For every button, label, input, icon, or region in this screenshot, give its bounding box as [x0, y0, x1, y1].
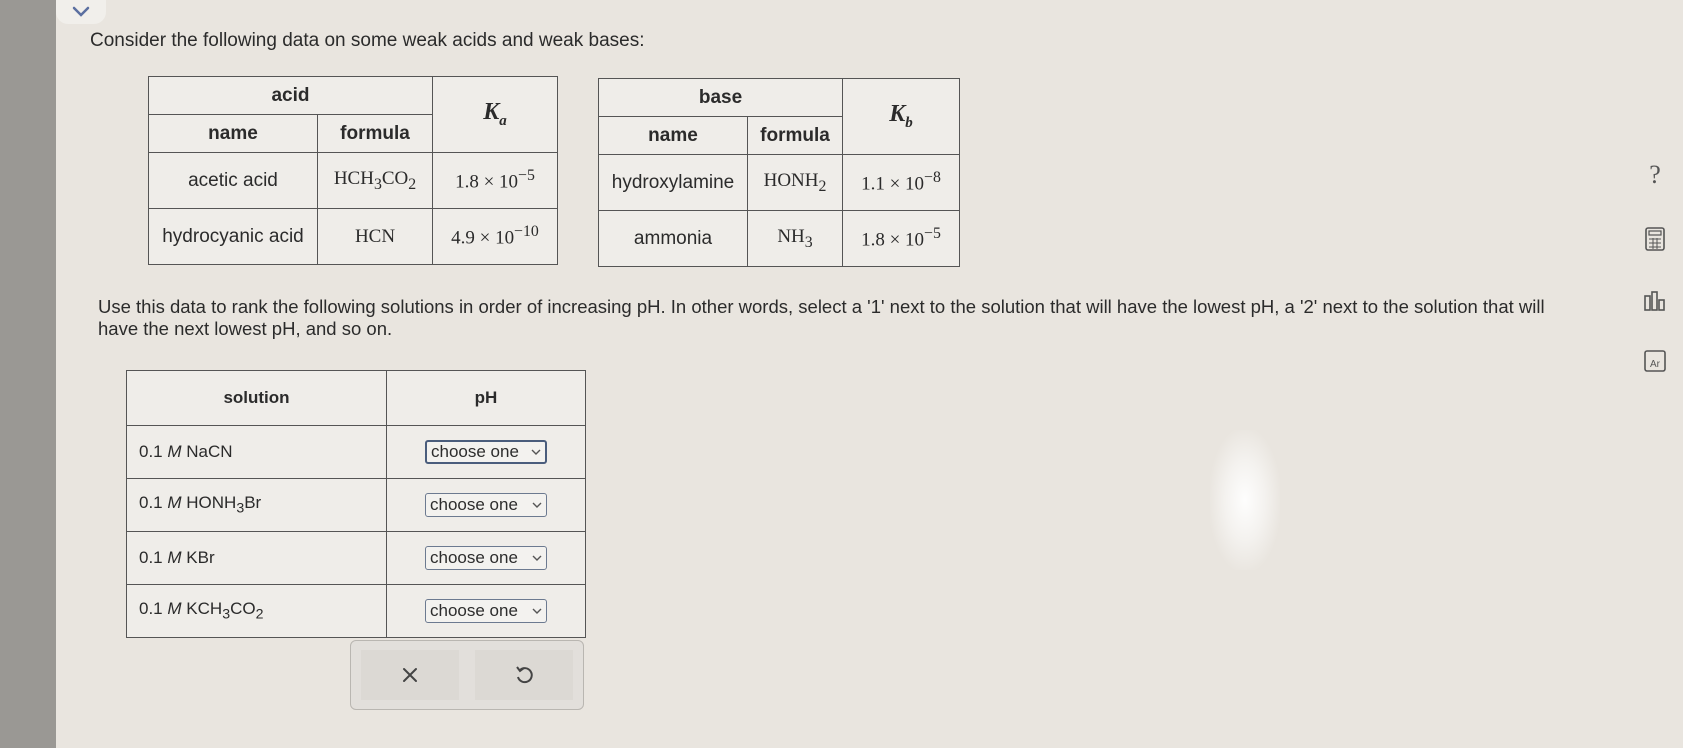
solution-header: solution [127, 371, 387, 426]
base-kb-cell: $1.8 \times 10^{-5}$ [843, 211, 960, 267]
kb-header: $K_b$ [843, 79, 960, 155]
ph-header: pH [387, 371, 586, 426]
base-formula-cell: $HONH_2$ [748, 155, 843, 211]
chevron-down-icon [531, 448, 541, 456]
screen-glare [1210, 430, 1280, 570]
solution-name: 0.1 M NaCN [127, 426, 387, 479]
clear-button[interactable] [361, 650, 459, 700]
bar-chart-icon [1642, 288, 1668, 314]
solution-name: 0.1 M $HONH_3Br$ [127, 479, 387, 532]
acid-name-cell: acetic acid [149, 153, 318, 209]
left-sidebar [0, 0, 56, 748]
base-group-header: base [599, 79, 843, 117]
acid-table [148, 76, 558, 265]
action-panel [350, 640, 584, 710]
base-name-cell: hydroxylamine [599, 155, 748, 211]
acid-name-header: name [149, 115, 318, 153]
base-name-cell: ammonia [599, 211, 748, 267]
acid-formula-cell: HCN [318, 209, 433, 265]
base-formula-header: formula [748, 117, 843, 155]
solution-name: 0.1 M $KCH_3CO_2$ [127, 585, 387, 638]
svg-text:Ar: Ar [1650, 359, 1660, 370]
base-kb-cell: $1.1 \times 10^{-8}$ [843, 155, 960, 211]
help-button[interactable]: ? [1649, 160, 1661, 189]
ph-rank-select[interactable]: choose one [425, 546, 547, 570]
ph-rank-select[interactable]: choose one [425, 493, 547, 517]
acid-group-header: acid [149, 77, 433, 115]
close-icon [399, 664, 421, 686]
chevron-down-icon [71, 5, 91, 19]
acid-ka-cell: $4.9 \times 10^{-10}$ [433, 209, 558, 265]
solution-name: 0.1 M KBr [127, 532, 387, 585]
undo-button[interactable] [475, 650, 573, 700]
base-table [598, 78, 960, 267]
base-formula-cell: $NH_3$ [748, 211, 843, 267]
instructions-text: Use this data to rank the following solutions in order of increasing pH. In other words, select a '1' next to the solution that will have the lowest pH, a '2' next to the solution that will have the next lowest pH, and so on. [98, 296, 1545, 339]
periodic-table-button[interactable] [1640, 346, 1670, 376]
question-prompt: Consider the following data on some weak acids and weak bases: [90, 30, 645, 51]
undo-icon [513, 664, 535, 686]
collapse-toggle[interactable] [56, 0, 106, 24]
base-name-header: name [599, 117, 748, 155]
ph-rank-select[interactable]: choose one [425, 599, 547, 623]
ka-header: $K_a$ [433, 77, 558, 153]
acid-ka-cell: $1.8 \times 10^{-5}$ [433, 153, 558, 209]
chevron-down-icon [532, 501, 542, 509]
calculator-icon [1642, 226, 1668, 252]
periodic-table-icon [1642, 348, 1668, 374]
chevron-down-icon [532, 554, 542, 562]
ph-rank-select[interactable]: choose one [425, 440, 547, 464]
acid-formula-cell: $HCH_3CO_2$ [318, 153, 433, 209]
calculator-button[interactable] [1640, 224, 1670, 254]
acid-formula-header: formula [318, 115, 433, 153]
acid-name-cell: hydrocyanic acid [149, 209, 318, 265]
data-button[interactable] [1640, 286, 1670, 316]
chevron-down-icon [532, 607, 542, 615]
solution-table [126, 370, 586, 638]
